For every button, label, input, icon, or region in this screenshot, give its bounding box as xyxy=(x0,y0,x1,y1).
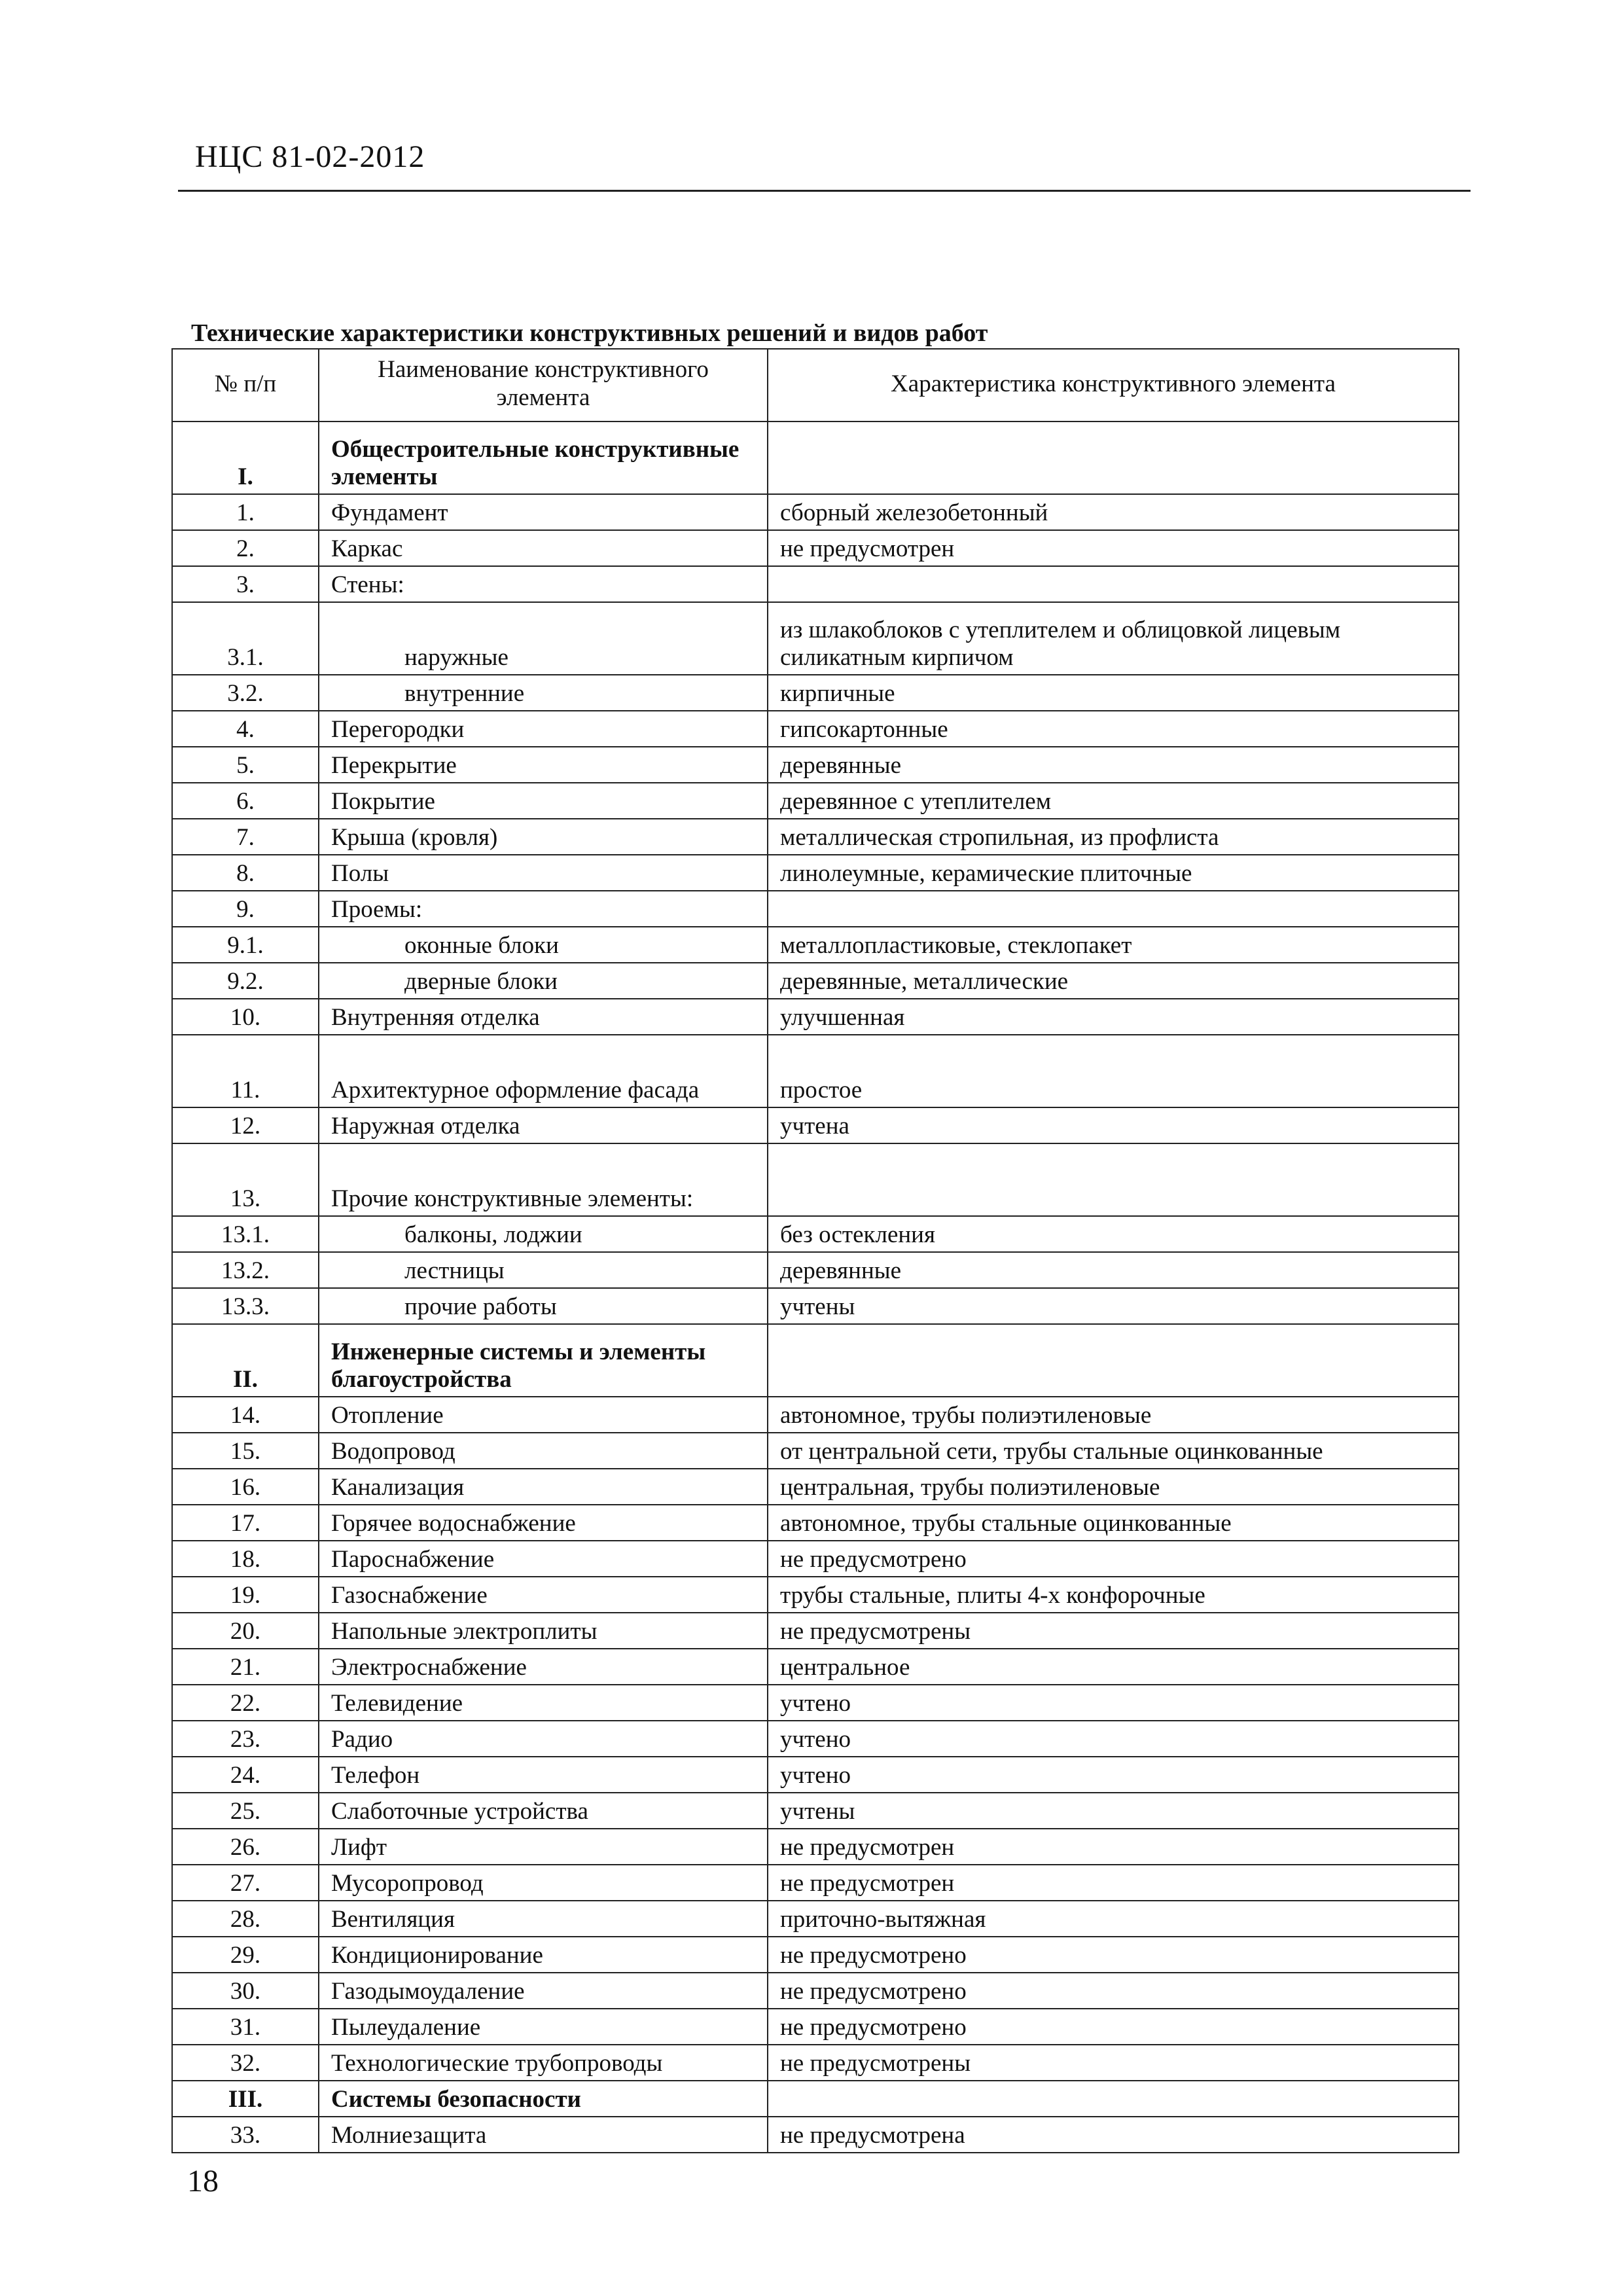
row-number: 1. xyxy=(172,494,319,530)
row-number: 9.2. xyxy=(172,963,319,999)
row-number: 19. xyxy=(172,1577,319,1613)
element-characteristic: трубы стальные, плиты 4-х конфорочные xyxy=(768,1577,1459,1613)
element-name: Газоснабжение xyxy=(319,1577,768,1613)
table-row xyxy=(172,1901,1459,1937)
row-number: 5. xyxy=(172,747,319,783)
row-number: 30. xyxy=(172,1973,319,2009)
row-number: 9. xyxy=(172,891,319,927)
element-characteristic: сборный железобетонный xyxy=(768,494,1459,530)
table-row xyxy=(172,1577,1459,1613)
row-number: 28. xyxy=(172,1901,319,1937)
element-characteristic: деревянное с утеплителем xyxy=(768,783,1459,819)
row-number: 32. xyxy=(172,2045,319,2081)
row-number: 13.2. xyxy=(172,1252,319,1288)
section-row xyxy=(172,2081,1459,2117)
row-number: III. xyxy=(172,2081,319,2117)
table-row xyxy=(172,1829,1459,1865)
element-name: Электроснабжение xyxy=(319,1649,768,1685)
row-number: 21. xyxy=(172,1649,319,1685)
element-characteristic: не предусмотрена xyxy=(768,2117,1459,2153)
element-name: Лифт xyxy=(319,1829,768,1865)
element-characteristic: из шлакоблоков с утеплителем и облицовкой лицевым силикатным кирпичом xyxy=(768,602,1459,675)
table-row xyxy=(172,1973,1459,2009)
element-characteristic xyxy=(768,566,1459,602)
table-row xyxy=(172,1865,1459,1901)
row-number: II. xyxy=(172,1324,319,1397)
element-name: Перекрытие xyxy=(319,747,768,783)
table-row xyxy=(172,1288,1459,1324)
element-characteristic: не предусмотрен xyxy=(768,1829,1459,1865)
element-characteristic: деревянные xyxy=(768,747,1459,783)
row-number: 2. xyxy=(172,530,319,566)
table-row xyxy=(172,1252,1459,1288)
element-name: Покрытие xyxy=(319,783,768,819)
element-name: Системы безопасности xyxy=(319,2081,768,2117)
row-number: 26. xyxy=(172,1829,319,1865)
element-name: Пароснабжение xyxy=(319,1541,768,1577)
element-name: Отопление xyxy=(319,1397,768,1433)
element-name: Мусоропровод xyxy=(319,1865,768,1901)
element-name: Полы xyxy=(319,855,768,891)
row-number: 10. xyxy=(172,999,319,1035)
row-number: 6. xyxy=(172,783,319,819)
row-number: 24. xyxy=(172,1757,319,1793)
element-name: лестницы xyxy=(319,1252,768,1288)
table-row xyxy=(172,1505,1459,1541)
table-row xyxy=(172,1143,1459,1216)
element-name: Напольные электроплиты xyxy=(319,1613,768,1649)
table-row xyxy=(172,1216,1459,1252)
table-row xyxy=(172,1541,1459,1577)
table-row xyxy=(172,891,1459,927)
element-name: Перегородки xyxy=(319,711,768,747)
element-characteristic: металлопластиковые, стеклопакет xyxy=(768,927,1459,963)
table-header-row xyxy=(172,349,1459,422)
element-characteristic xyxy=(768,1324,1459,1397)
element-characteristic: учтена xyxy=(768,1107,1459,1143)
element-characteristic: не предусмотрены xyxy=(768,2045,1459,2081)
element-characteristic: простое xyxy=(768,1035,1459,1107)
element-name: Вентиляция xyxy=(319,1901,768,1937)
element-name: Водопровод xyxy=(319,1433,768,1469)
element-name: Стены: xyxy=(319,566,768,602)
element-name: Каркас xyxy=(319,530,768,566)
element-characteristic: центральная, трубы полиэтиленовые xyxy=(768,1469,1459,1505)
row-number: 8. xyxy=(172,855,319,891)
table-row xyxy=(172,999,1459,1035)
table-row xyxy=(172,2009,1459,2045)
table-row xyxy=(172,1649,1459,1685)
column-header-element-name: Наименование конструктивного элемента xyxy=(319,349,768,422)
element-characteristic xyxy=(768,422,1459,494)
element-name: оконные блоки xyxy=(319,927,768,963)
row-number: 15. xyxy=(172,1433,319,1469)
element-characteristic: учтено xyxy=(768,1757,1459,1793)
element-name: Радио xyxy=(319,1721,768,1757)
row-number: 20. xyxy=(172,1613,319,1649)
row-number: 17. xyxy=(172,1505,319,1541)
row-number: 13.3. xyxy=(172,1288,319,1324)
page-number: 18 xyxy=(187,2164,219,2198)
table-row xyxy=(172,711,1459,747)
element-characteristic: не предусмотрено xyxy=(768,1973,1459,2009)
table-row xyxy=(172,1937,1459,1973)
table-row xyxy=(172,747,1459,783)
element-name: Внутренняя отделка xyxy=(319,999,768,1035)
element-name: Телефон xyxy=(319,1757,768,1793)
row-number: 4. xyxy=(172,711,319,747)
element-characteristic: улучшенная xyxy=(768,999,1459,1035)
element-name: Телевидение xyxy=(319,1685,768,1721)
element-characteristic: учтены xyxy=(768,1288,1459,1324)
element-characteristic: линолеумные, керамические плиточные xyxy=(768,855,1459,891)
row-number: 14. xyxy=(172,1397,319,1433)
element-characteristic: гипсокартонные xyxy=(768,711,1459,747)
table-row xyxy=(172,1397,1459,1433)
element-characteristic: учтено xyxy=(768,1721,1459,1757)
table-row xyxy=(172,602,1459,675)
element-name: Горячее водоснабжение xyxy=(319,1505,768,1541)
element-name: прочие работы xyxy=(319,1288,768,1324)
element-characteristic: учтены xyxy=(768,1793,1459,1829)
element-name: наружные xyxy=(319,602,768,675)
element-name: Наружная отделка xyxy=(319,1107,768,1143)
row-number: 11. xyxy=(172,1035,319,1107)
row-number: 16. xyxy=(172,1469,319,1505)
row-number: 23. xyxy=(172,1721,319,1757)
row-number: 22. xyxy=(172,1685,319,1721)
document-code: НЦС 81-02-2012 xyxy=(195,139,425,174)
element-characteristic xyxy=(768,2081,1459,2117)
table-row xyxy=(172,1613,1459,1649)
table-row xyxy=(172,1469,1459,1505)
element-characteristic: деревянные xyxy=(768,1252,1459,1288)
table-row xyxy=(172,783,1459,819)
row-number: 18. xyxy=(172,1541,319,1577)
row-number: 9.1. xyxy=(172,927,319,963)
row-number: 3. xyxy=(172,566,319,602)
element-characteristic: не предусмотрено xyxy=(768,2009,1459,2045)
section-row xyxy=(172,1324,1459,1397)
table-row xyxy=(172,2117,1459,2153)
element-name: Молниезащита xyxy=(319,2117,768,2153)
element-name: Архитектурное оформление фасада xyxy=(319,1035,768,1107)
table-row xyxy=(172,530,1459,566)
row-number: 7. xyxy=(172,819,319,855)
column-header-characteristic: Характеристика конструктивного элемента xyxy=(768,349,1459,422)
table-row xyxy=(172,1757,1459,1793)
table-body xyxy=(172,422,1459,2153)
table-row xyxy=(172,675,1459,711)
row-number: 25. xyxy=(172,1793,319,1829)
element-name: Инженерные системы и элементы благоустройства xyxy=(319,1324,768,1397)
row-number: 33. xyxy=(172,2117,319,2153)
element-characteristic: деревянные, металлические xyxy=(768,963,1459,999)
table-row xyxy=(172,1035,1459,1107)
header-rule xyxy=(178,190,1471,192)
element-characteristic: не предусмотрено xyxy=(768,1937,1459,1973)
row-number: 12. xyxy=(172,1107,319,1143)
row-number: 31. xyxy=(172,2009,319,2045)
element-characteristic: не предусмотрено xyxy=(768,1541,1459,1577)
element-name: дверные блоки xyxy=(319,963,768,999)
table-row xyxy=(172,1793,1459,1829)
element-name: Технологические трубопроводы xyxy=(319,2045,768,2081)
table-caption: Технические характеристики конструктивных решений и видов работ xyxy=(191,319,988,347)
table-row xyxy=(172,494,1459,530)
row-number: 3.2. xyxy=(172,675,319,711)
element-characteristic: учтено xyxy=(768,1685,1459,1721)
table-row xyxy=(172,855,1459,891)
element-characteristic: не предусмотрен xyxy=(768,530,1459,566)
element-characteristic xyxy=(768,1143,1459,1216)
element-characteristic: приточно-вытяжная xyxy=(768,1901,1459,1937)
element-name: внутренние xyxy=(319,675,768,711)
element-name: Проемы: xyxy=(319,891,768,927)
element-characteristic: автономное, трубы полиэтиленовые xyxy=(768,1397,1459,1433)
element-name: Общестроительные конструктивные элементы xyxy=(319,422,768,494)
table-row xyxy=(172,927,1459,963)
element-characteristic: от центральной сети, трубы стальные оцинкованные xyxy=(768,1433,1459,1469)
table-row xyxy=(172,2045,1459,2081)
element-characteristic: центральное xyxy=(768,1649,1459,1685)
element-name: балконы, лоджии xyxy=(319,1216,768,1252)
element-name: Фундамент xyxy=(319,494,768,530)
element-name: Пылеудаление xyxy=(319,2009,768,2045)
row-number: 29. xyxy=(172,1937,319,1973)
element-name: Кондиционирование xyxy=(319,1937,768,1973)
table-row xyxy=(172,1107,1459,1143)
element-characteristic: без остекления xyxy=(768,1216,1459,1252)
table-row xyxy=(172,1433,1459,1469)
table-row xyxy=(172,1721,1459,1757)
table-row xyxy=(172,1685,1459,1721)
element-name: Слаботочные устройства xyxy=(319,1793,768,1829)
row-number: 27. xyxy=(172,1865,319,1901)
element-characteristic: металлическая стропильная, из профлиста xyxy=(768,819,1459,855)
element-characteristic: не предусмотрен xyxy=(768,1865,1459,1901)
element-name: Канализация xyxy=(319,1469,768,1505)
element-characteristic: кирпичные xyxy=(768,675,1459,711)
table-row xyxy=(172,566,1459,602)
row-number: I. xyxy=(172,422,319,494)
element-name: Крыша (кровля) xyxy=(319,819,768,855)
table-row xyxy=(172,819,1459,855)
element-characteristic xyxy=(768,891,1459,927)
row-number: 3.1. xyxy=(172,602,319,675)
element-characteristic: не предусмотрены xyxy=(768,1613,1459,1649)
row-number: 13. xyxy=(172,1143,319,1216)
element-characteristic: автономное, трубы стальные оцинкованные xyxy=(768,1505,1459,1541)
section-row xyxy=(172,422,1459,494)
column-header-number: № п/п xyxy=(172,349,319,422)
table-row xyxy=(172,963,1459,999)
characteristics-table xyxy=(171,348,1459,2153)
row-number: 13.1. xyxy=(172,1216,319,1252)
element-name: Прочие конструктивные элементы: xyxy=(319,1143,768,1216)
element-name: Газодымоудаление xyxy=(319,1973,768,2009)
